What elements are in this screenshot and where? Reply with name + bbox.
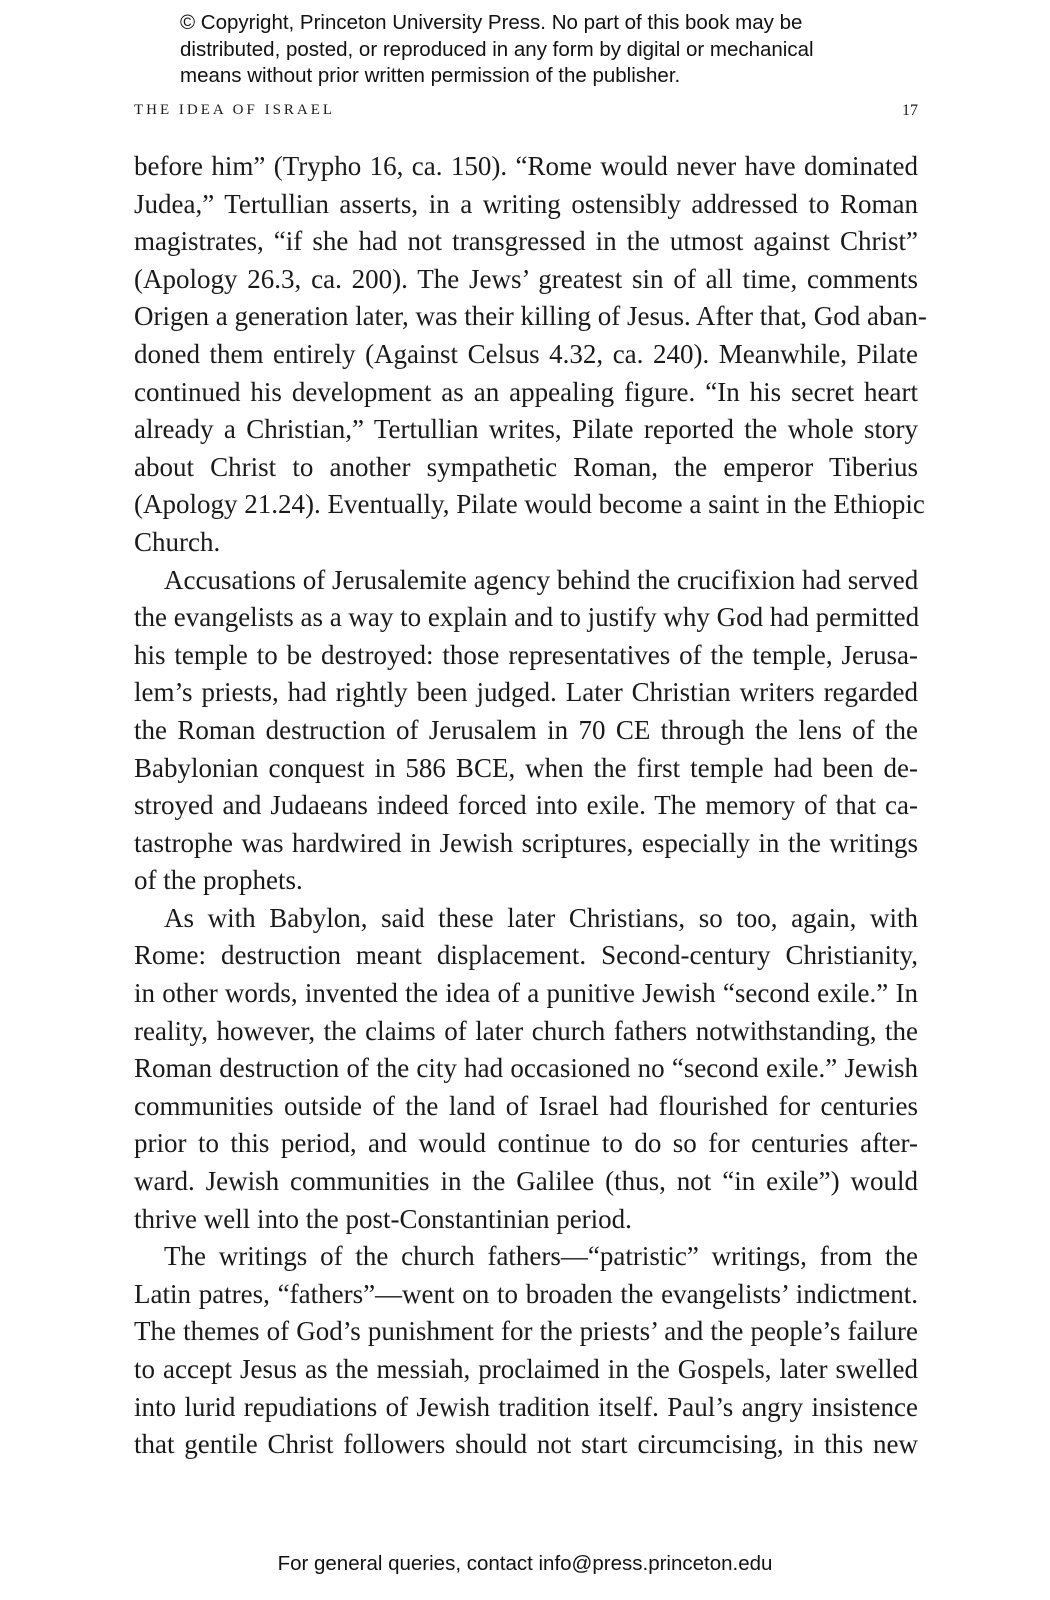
text-line: communities outside of the land of Israel had flourished for centuries (134, 1090, 918, 1121)
copyright-line: means without prior written permission of the publisher. (180, 64, 681, 87)
text-line: As with Babylon, said these later Christians, so too, again, with (164, 902, 918, 933)
text-line: Origen a generation later, was their killing of Jesus. After that, God aban- (134, 301, 927, 332)
text-line: Accusations of Jerusalemite agency behind the crucifixion had served (164, 564, 919, 595)
copyright-notice (180, 10, 940, 90)
copyright-line: © Copyright, Princeton University Press. No part of this book may be (180, 11, 803, 34)
text-line: into lurid repudiations of Jewish tradition itself. Paul’s angry insistence (134, 1391, 918, 1422)
text-line: (Apology 26.3, ca. 200). The Jews’ greatest sin of all time, comments (134, 263, 918, 294)
text-line: that gentile Christ followers should not start circumcising, in this new (134, 1429, 918, 1460)
paragraph (134, 562, 918, 900)
text-line: already a Christian,” Tertullian writes, Pilate reported the whole story (134, 414, 918, 445)
text-line: (Apology 21.24). Eventually, Pilate would become a saint in the Ethiopic (134, 489, 925, 520)
text-line: prior to this period, and would continue to do so for centuries after- (134, 1128, 918, 1159)
running-head (134, 98, 918, 124)
text-line: to accept Jesus as the messiah, proclaimed in the Gospels, later swelled (134, 1354, 918, 1384)
text-line: The themes of God’s punishment for the priests’ and the people’s failure (134, 1316, 918, 1347)
text-line: doned them entirely (Against Celsus 4.32, ca. 240). Meanwhile, Pilate (134, 338, 918, 369)
text-line: reality, however, the claims of later church fathers notwithstanding, the (134, 1015, 918, 1046)
text-line: Judea,” Tertullian asserts, in a writing ostensibly addressed to Roman (134, 188, 918, 219)
text-line: about Christ to another sympathetic Roman, the emperor Tiberius (134, 451, 918, 482)
text-line: Roman destruction of the city had occasioned no “second exile.” Jewish (134, 1053, 918, 1084)
paragraph (134, 148, 927, 562)
text-line: magistrates, “if she had not transgressed in the utmost against Christ” (134, 226, 918, 257)
body-text (134, 148, 927, 1464)
text-line: before him” (Trypho 16, ca. 150). “Rome would never have dominated (134, 151, 918, 181)
text-line: Church. (134, 526, 221, 557)
paragraph (134, 1238, 918, 1464)
text-line: of the prophets. (134, 865, 303, 896)
copyright-line: distributed, posted, or reproduced in any form by digital or mechanical (180, 37, 814, 61)
text-line: thrive well into the post-Constantinian period. (134, 1203, 632, 1234)
text-line: the evangelists as a way to explain and to justify why God had permitted (134, 602, 920, 633)
text-line: the Roman destruction of Jerusalem in 70 CE through the lens of the (134, 714, 918, 745)
page-number: 17 (902, 102, 918, 119)
footer-contact: For general queries, contact info@press.princeton.edu (277, 1552, 773, 1575)
footer (0, 1552, 1050, 1576)
text-line: Latin patres, “fathers”—went on to broaden the evangelists’ indictment. (134, 1278, 918, 1309)
text-line: Rome: destruction meant displacement. Second-century Christianity, (134, 940, 918, 971)
running-title: THE IDEA OF ISRAEL (134, 102, 336, 118)
text-line: ward. Jewish communities in the Galilee (thus, not “in exile”) would (134, 1166, 918, 1197)
text-line: The writings of the church fathers—“patristic” writings, from the (164, 1241, 918, 1272)
paragraph (134, 900, 918, 1238)
text-line: tastrophe was hardwired in Jewish scriptures, especially in the writings (134, 827, 918, 858)
text-line: in other words, invented the idea of a punitive Jewish “second exile.” In (134, 978, 918, 1009)
text-line: continued his development as an appealing figure. “In his secret heart (134, 376, 918, 407)
text-line: his temple to be destroyed: those representatives of the temple, Jerusa- (134, 639, 918, 670)
text-line: Babylonian conquest in 586 BCE, when the first temple had been de- (134, 752, 918, 783)
text-line: lem’s priests, had rightly been judged. Later Christian writers regarded (134, 677, 918, 708)
text-line: stroyed and Judaeans indeed forced into exile. The memory of that ca- (134, 790, 918, 821)
